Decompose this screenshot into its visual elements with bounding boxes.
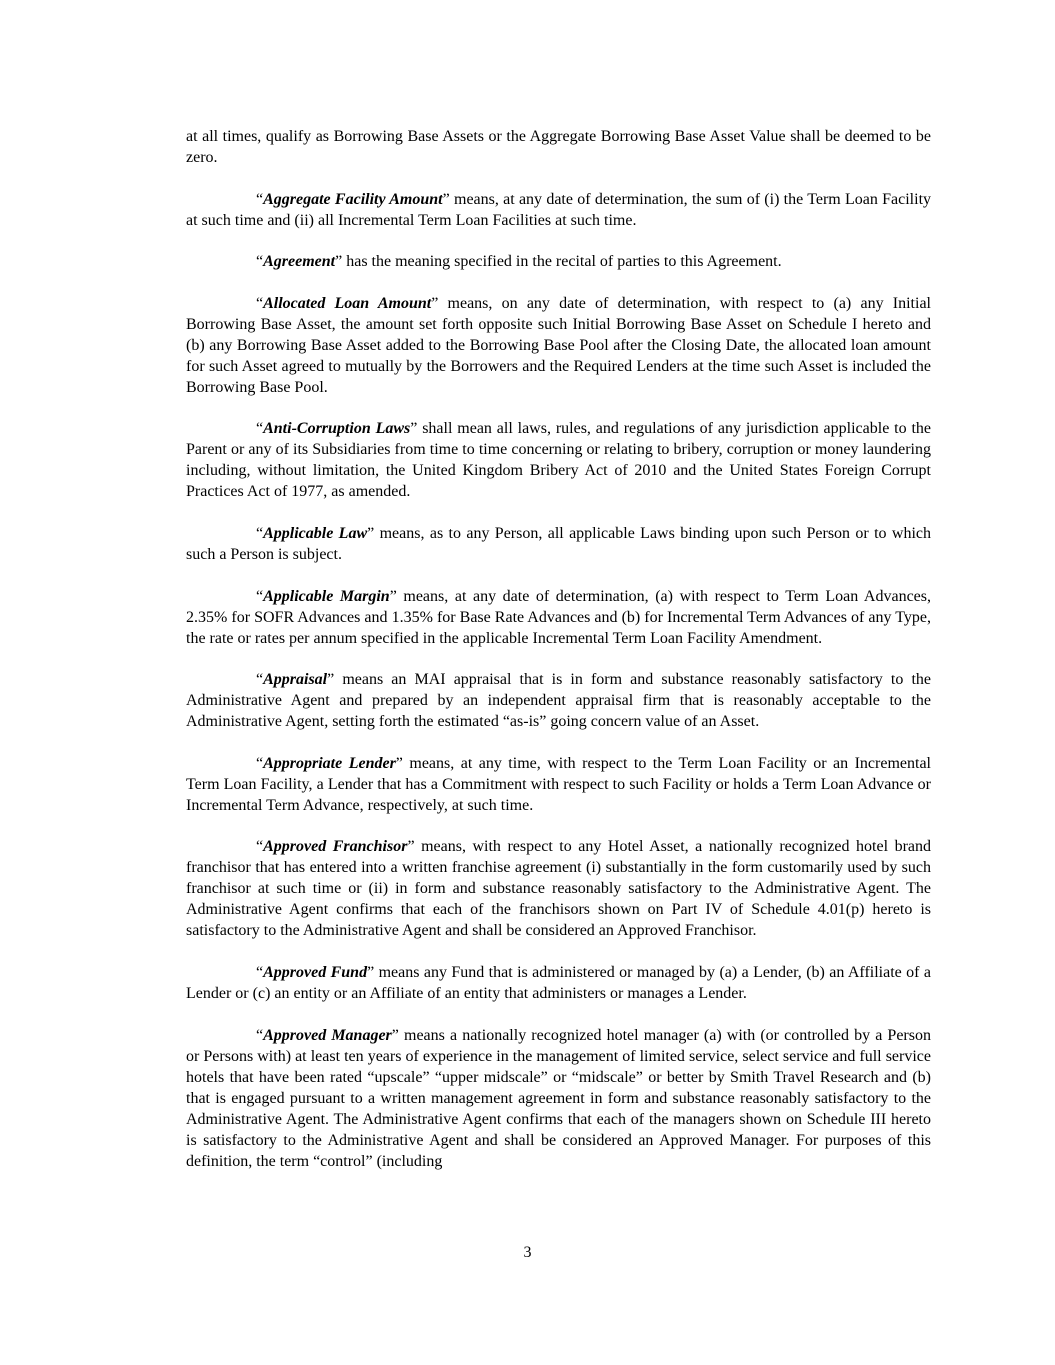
definition-text: ” has the meaning specified in the recital of parties to this Agreement. bbox=[335, 253, 782, 271]
defined-term: Allocated Loan Amount bbox=[263, 294, 432, 312]
defined-term: Agreement bbox=[263, 253, 336, 271]
defined-term: Approved Fund bbox=[263, 963, 368, 981]
defined-term: Appraisal bbox=[263, 671, 328, 689]
defined-term: Approved Franchisor bbox=[263, 838, 408, 856]
definition-text: ” means, with respect to any Hotel Asset, a nationally recognized hotel brand franchisor that has entered into a written franchise agreement (i) substantially in the form customarily used by such franchisor at such time or (ii) in form and substance reasonably satisfactory to the Administrative Agent. The Administrative Agent confirms that each of the franchisors shown on Part IV of Schedule 4.01(p) hereto is satisfactory to the Administrative Agent and shall be considered an Approved Franchisor. bbox=[186, 838, 931, 940]
page-body bbox=[186, 126, 931, 1192]
definition-text: ” means an MAI appraisal that is in form and substance reasonably satisfactory to the Administrative Agent and prepared by an independent appraisal firm that is reasonably acceptable to the Administrative Agent, setting forth the estimated “as-is” going concern value of an Asset. bbox=[186, 671, 931, 731]
definition-applicable-margin: “Applicable Margin” means, at any date of determination, (a) with respect to Term Loan Advances, 2.35% for SOFR Advances and 1.35% for Base Rate Advances and (b) for Incremental Term Advances of any Type, the rate or rates per annum specified in the applicable Incremental Term Loan Facility Amendment. bbox=[186, 587, 931, 647]
definition-allocated-loan-amount: “Allocated Loan Amount” means, on any date of determination, with respect to (a) any Initial Borrowing Base Asset, the amount set forth opposite such Initial Borrowing Base Asset on Schedule I hereto and (b) any Borrowing Base Asset added to the Borrowing Base Pool after the Closing Date, the allocated loan amount for such Asset agreed to mutually by the Borrowers and the Required Lenders at the time such Asset is included the Borrowing Base Pool. bbox=[186, 294, 931, 396]
definition-text: ” means, at any time, with respect to the Term Loan Facility or an Incremental Term Loan Facility, a Lender that has a Commitment with respect to such Facility or holds a Term Loan Advance or Incremental Term Advance, respectively, at such time. bbox=[186, 754, 931, 814]
defined-term: Applicable Law bbox=[263, 524, 368, 542]
definition-appropriate-lender: “Appropriate Lender” means, at any time, with respect to the Term Loan Facility or an Incremental Term Loan Facility, a Lender that has a Commitment with respect to such Facility or holds a Term Loan Advance or Incremental Term Advance, respectively, at such time. bbox=[186, 754, 931, 814]
defined-term: Approved Manager bbox=[263, 1026, 392, 1044]
definition-approved-franchisor: “Approved Franchisor” means, with respect to any Hotel Asset, a nationally recognized hotel brand franchisor that has entered into a written franchise agreement (i) substantially in the form customarily used by such franchisor at such time or (ii) in form and substance reasonably satisfactory to the Administrative Agent. The Administrative Agent confirms that each of the franchisors shown on Part IV of Schedule 4.01(p) hereto is satisfactory to the Administrative Agent and shall be considered an Approved Franchisor. bbox=[186, 838, 931, 940]
definition-agreement: “Agreement” has the meaning specified in the recital of parties to this Agreement. bbox=[256, 253, 782, 271]
definition-text: ” means a nationally recognized hotel manager (a) with (or controlled by a Person or Persons with) at least ten years of experience in the management of limited service, select service and full service hotels that have been rated “upscale” “upper midscale” or “midscale” or better by Smith Travel Research and (b) that is engaged pursuant to a written management agreement in form and substance reasonably satisfactory to the Administrative Agent. The Administrative Agent confirms that each of the managers shown on Schedule III hereto is satisfactory to the Administrative Agent and shall be considered an Approved Manager. For purposes of this definition, the term “control” (including bbox=[186, 1026, 931, 1170]
definition-approved-manager: “Approved Manager” means a nationally recognized hotel manager (a) with (or controlled by a Person or Persons with) at least ten years of experience in the management of limited service, select service and full service hotels that have been rated “upscale” “upper midscale” or “midscale” or better by Smith Travel Research and (b) that is engaged pursuant to a written management agreement in form and substance reasonably satisfactory to the Administrative Agent. The Administrative Agent confirms that each of the managers shown on Schedule III hereto is satisfactory to the Administrative Agent and shall be considered an Approved Manager. For purposes of this definition, the term “control” (including bbox=[186, 1026, 931, 1170]
defined-term: Appropriate Lender bbox=[263, 754, 396, 772]
paragraph-continuation bbox=[186, 126, 931, 168]
definition-text: ” means any Fund that is administered or managed by (a) a Lender, (b) an Affiliate of a Lender or (c) an entity or an Affiliate of an entity that administers or manages a Lender. bbox=[186, 963, 932, 1002]
definition-approved-fund: “Approved Fund” means any Fund that is administered or managed by (a) a Lender, (b) an Affiliate of a Lender or (c) an entity or an Affiliate of an entity that administers or manages a Lender. bbox=[186, 963, 932, 1002]
definition-text: ” means, at any date of determination, the sum of (i) the Term Loan Facility at such time and (ii) all Incremental Term Loan Facilities at such time. bbox=[186, 190, 932, 229]
defined-term: Applicable Margin bbox=[263, 587, 390, 605]
definition-appraisal: “Appraisal” means an MAI appraisal that is in form and substance reasonably satisfactory to the Administrative Agent and prepared by an independent appraisal firm that is reasonably acceptable to the Administrative Agent, setting forth the estimated “as-is” going concern value of an Asset. bbox=[186, 671, 931, 731]
definition-anti-corruption-laws: “Anti-Corruption Laws” shall mean all laws, rules, and regulations of any jurisdiction applicable to the Parent or any of its Subsidiaries from time to time concerning or relating to bribery, corruption or money laundering including, without limitation, the United Kingdom Bribery Act of 2010 and the United States Foreign Corrupt Practices Act of 1977, as amended. bbox=[186, 420, 931, 501]
page-number: 3 bbox=[523, 1244, 532, 1261]
definition-text: ” means, at any date of determination, (a) with respect to Term Loan Advances, 2.35% for SOFR Advances and 1.35% for Base Rate Advances and (b) for Incremental Term Advances of any Type, the rate or rates per annum specified in the applicable Incremental Term Loan Facility Amendment. bbox=[186, 587, 931, 647]
defined-term: Anti-Corruption Laws bbox=[263, 420, 411, 438]
definition-applicable-law: “Applicable Law” means, as to any Person, all applicable Laws binding upon such Person or to which such a Person is subject. bbox=[186, 524, 932, 563]
definition-aggregate-facility-amount: “Aggregate Facility Amount” means, at any date of determination, the sum of (i) the Term Loan Facility at such time and (ii) all Incremental Term Loan Facilities at such time. bbox=[186, 190, 932, 229]
definition-text: ” means, as to any Person, all applicable Laws binding upon such Person or to which such a Person is subject. bbox=[186, 524, 932, 563]
paragraph-text: at all times, qualify as Borrowing Base Assets or the Aggregate Borrowing Base Asset Value shall be deemed to be zero. bbox=[186, 128, 931, 166]
defined-term: Aggregate Facility Amount bbox=[263, 190, 443, 208]
definition-text: ” shall mean all laws, rules, and regulations of any jurisdiction applicable to the Parent or any of its Subsidiaries from time to time concerning or relating to bribery, corruption or money laundering including, without limitation, the United Kingdom Bribery Act of 2010 and the United States Foreign Corrupt Practices Act of 1977, as amended. bbox=[186, 420, 931, 501]
definition-text: ” means, on any date of determination, with respect to (a) any Initial Borrowing Base Asset, the amount set forth opposite such Initial Borrowing Base Asset on Schedule I hereto and (b) any Borrowing Base Asset added to the Borrowing Base Pool after the Closing Date, the allocated loan amount for such Asset agreed to mutually by the Borrowers and the Required Lenders at the time such Asset is included the Borrowing Base Pool. bbox=[186, 294, 931, 396]
